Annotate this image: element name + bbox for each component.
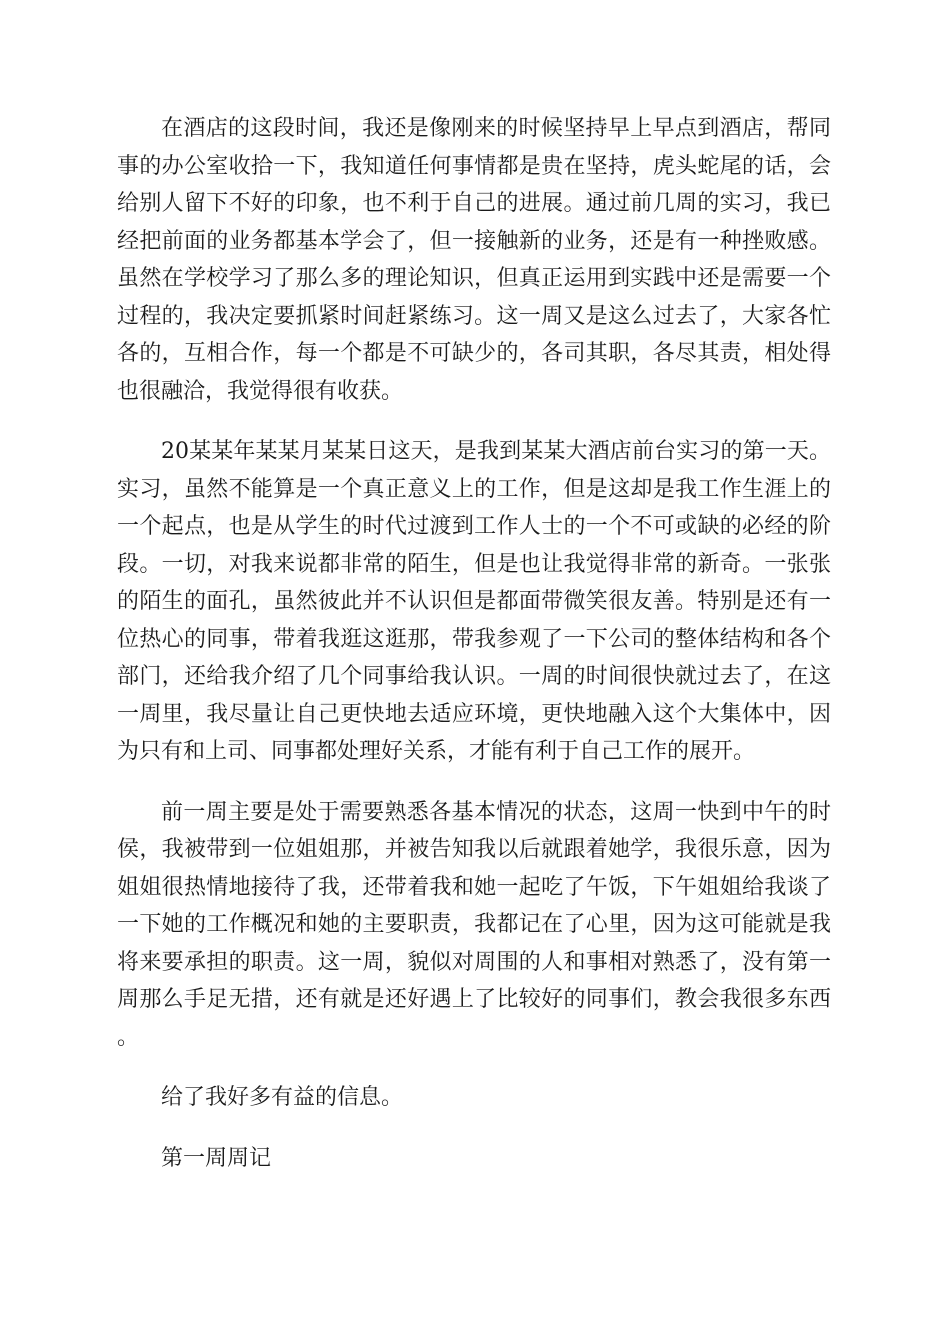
paragraph-2: 20某某年某某月某某日这天，是我到某某大酒店前台实习的第一天。实习，虽然不能算是一个真正意义上的工作，但是这却是我工作生涯上的一个起点，也是从学生的时代过渡到工作人士的一个不可或缺的必经的阶段。一切，对我来说都非常的陌生，但是也让我觉得非常的新奇。一张张的陌生的面孔，虽然彼此并不认识但是都面带微笑很友善。特别是还有一位热心的同事，带着我逛这逛那，带我参观了一下公司的整体结构和各个部门，还给我介绍了几个同事给我认识。一周的时间很快就过去了，在这一周里，我尽量让自己更快地去适应环境，更快地融入这个大集体中，因为只有和上司、同事都处理好关系，才能有利于自己工作的展开。 — [117, 439, 831, 764]
paragraph-1: 在酒店的这段时间，我还是像刚来的时候坚持早上早点到酒店，帮同事的办公室收拾一下，我知道任何事情都是贵在坚持，虎头蛇尾的话，会给别人留下不好的印象，也不利于自己的进展。通过前几周的实习，我已经把前面的业务都基本学会了，但一接触新的业务，还是有一种挫败感。虽然在学校学习了那么多的理论知识，但真正运用到实践中还是需要一个过程的，我决定要抓紧时间赶紧练习。这一周又是这么过去了，大家各忙各的，互相合作，每一个都是不可缺少的，各司其职，各尽其责，相处得也很融洽，我觉得很有收获。 — [117, 116, 831, 404]
document-body — [117, 110, 831, 1200]
paragraph-3: 前一周主要是处于需要熟悉各基本情况的状态，这周一快到中午的时侯，我被带到一位姐姐那，并被告知我以后就跟着她学，我很乐意，因为姐姐很热情地接待了我，还带着我和她一起吃了午饭，下午姐姐给我谈了一下她的工作概况和她的主要职责，我都记在了心里，因为这可能就是我将来要承担的职责。这一周，貌似对周围的人和事相对熟悉了，没有第一周那么手足无措，还有就是还好遇上了比较好的同事们，教会我很多东西。 — [117, 799, 831, 1050]
paragraph-4: 给了我好多有益的信息。 — [161, 1085, 404, 1110]
paragraph-5-heading: 第一周周记 — [161, 1145, 272, 1171]
